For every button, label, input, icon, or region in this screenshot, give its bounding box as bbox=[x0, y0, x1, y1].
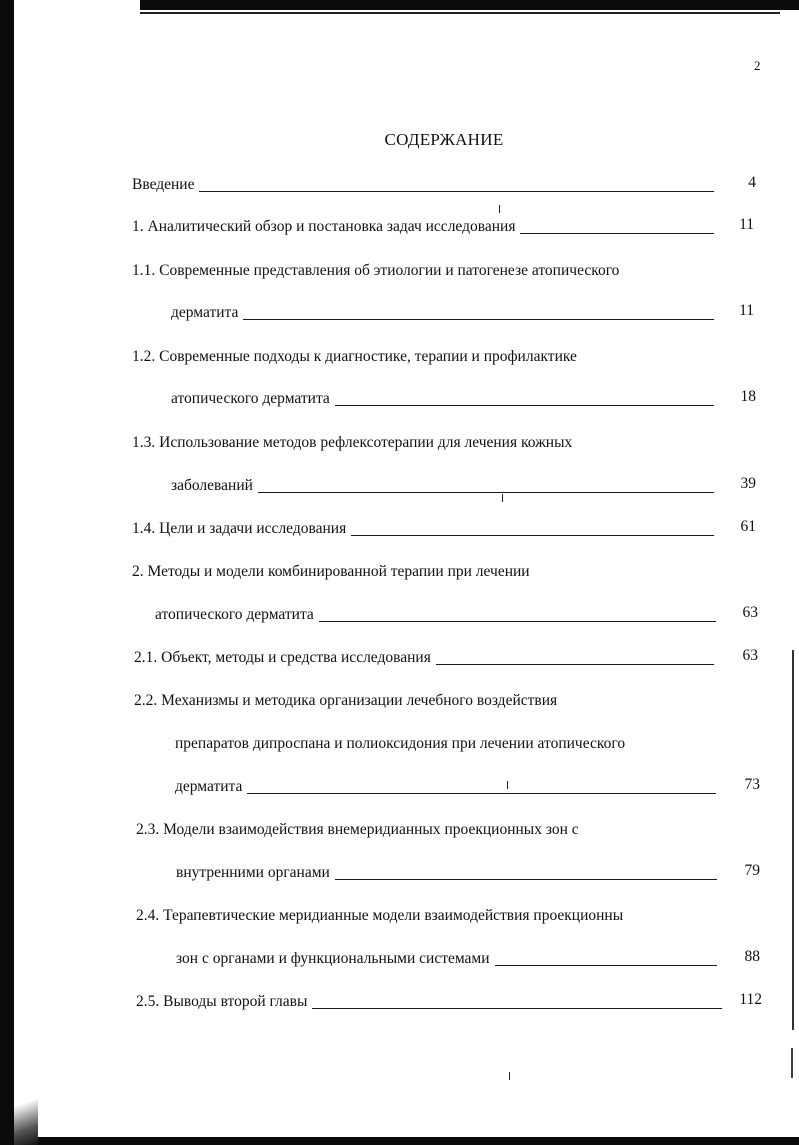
toc-page-number: 18 bbox=[740, 388, 756, 405]
toc-leader-line bbox=[258, 492, 714, 493]
toc-entry-label: 2.2. Механизмы и методика организации лечебного воздействия bbox=[134, 692, 558, 709]
toc-page-number: 11 bbox=[739, 302, 754, 319]
toc-entry-label: 1.4. Цели и задачи исследования bbox=[132, 520, 347, 537]
toc-leader-line bbox=[243, 319, 714, 320]
toc-entry-section-1-2 bbox=[171, 388, 714, 410]
toc-page-number: 61 bbox=[740, 518, 756, 535]
toc-leader-line bbox=[351, 535, 714, 536]
toc-page-number: 11 bbox=[739, 216, 754, 233]
toc-entry-label: дерматита bbox=[175, 778, 243, 795]
toc-entry-label: 2.5. Выводы второй главы bbox=[136, 993, 308, 1010]
toc-entry-label: 2. Методы и модели комбинированной терапии при лечении bbox=[132, 563, 530, 580]
toc-entry-label: 1.3. Использование методов рефлексотерапии для лечения кожных bbox=[132, 434, 573, 451]
toc-page-number: 63 bbox=[742, 604, 758, 621]
scan-border-top bbox=[140, 0, 799, 10]
toc-entry-section-2-5 bbox=[136, 991, 722, 1013]
toc-leader-line bbox=[335, 405, 714, 406]
scan-border-left bbox=[0, 0, 14, 1145]
toc-entry-chapter-1 bbox=[132, 216, 714, 238]
toc-entry-label: заболеваний bbox=[171, 477, 253, 494]
toc-page-number: 63 bbox=[742, 647, 758, 664]
toc-title: СОДЕРЖАНИЕ bbox=[384, 130, 504, 149]
toc-page-number: 4 bbox=[748, 174, 756, 191]
toc-entry-label: атопического дерматита bbox=[171, 390, 330, 407]
toc-entry-section-2-3 bbox=[176, 862, 717, 884]
toc-entry-label: 2.1. Объект, методы и средства исследования bbox=[134, 649, 431, 666]
toc-leader-line bbox=[247, 793, 716, 794]
toc-entry-section-1-1 bbox=[171, 302, 714, 324]
toc-leader-line bbox=[335, 879, 717, 880]
toc-entry-label: препаратов дипроспана и полиоксидония при лечении атопического bbox=[175, 735, 626, 752]
toc-entry-chapter-2 bbox=[155, 604, 716, 626]
toc-entry-label: 2.4. Терапевтические меридианные модели взаимодействия проекционны bbox=[136, 907, 624, 924]
scan-border-right bbox=[792, 650, 794, 1030]
toc-entry-label: зон с органами и функциональными системами bbox=[176, 950, 490, 967]
toc-entry-label: атопического дерматита bbox=[155, 606, 314, 623]
scan-speck bbox=[509, 1072, 510, 1080]
scan-border-top-line bbox=[140, 12, 780, 14]
toc-entry-section-2-4 bbox=[176, 948, 717, 970]
scan-border-bottom bbox=[30, 1137, 799, 1145]
toc-entry-label: Введение bbox=[132, 176, 195, 193]
toc-leader-line bbox=[319, 621, 716, 622]
scan-border-right-mark bbox=[791, 1048, 793, 1078]
toc-entry-label: 1.2. Современные подходы к диагностике, терапии и профилактике bbox=[132, 348, 577, 365]
toc-entry-section-2-1 bbox=[134, 647, 714, 669]
toc-leader-line bbox=[520, 233, 714, 234]
toc-page-number: 79 bbox=[744, 862, 760, 879]
toc-entry-introduction bbox=[132, 174, 714, 196]
toc-entry-label: внутренними органами bbox=[176, 864, 330, 881]
toc-page-number: 73 bbox=[744, 776, 760, 793]
toc-entry-label: дерматита bbox=[171, 304, 239, 321]
toc-entry-label: 2.3. Модели взаимодействия внемеридианных проекционных зон с bbox=[136, 821, 579, 838]
scan-corner-shadow bbox=[14, 1075, 38, 1145]
toc-leader-line bbox=[495, 965, 717, 966]
scan-speck bbox=[499, 205, 500, 213]
toc-entry-label: 1. Аналитический обзор и постановка задач исследования bbox=[132, 218, 516, 235]
page-number: 2 bbox=[754, 58, 761, 73]
toc-entry-section-2-2 bbox=[175, 776, 716, 798]
toc-leader-line bbox=[199, 191, 714, 192]
toc-entry-section-1-4 bbox=[132, 518, 714, 540]
toc-page-number: 88 bbox=[744, 948, 760, 965]
toc-entry-label: 1.1. Современные представления об этиологии и патогенезе атопического bbox=[132, 262, 620, 279]
toc-leader-line bbox=[436, 664, 714, 665]
toc-entry-section-1-3 bbox=[171, 475, 714, 497]
toc-page-number: 112 bbox=[739, 991, 762, 1008]
toc-page-number: 39 bbox=[740, 475, 756, 492]
toc-leader-line bbox=[312, 1008, 722, 1009]
